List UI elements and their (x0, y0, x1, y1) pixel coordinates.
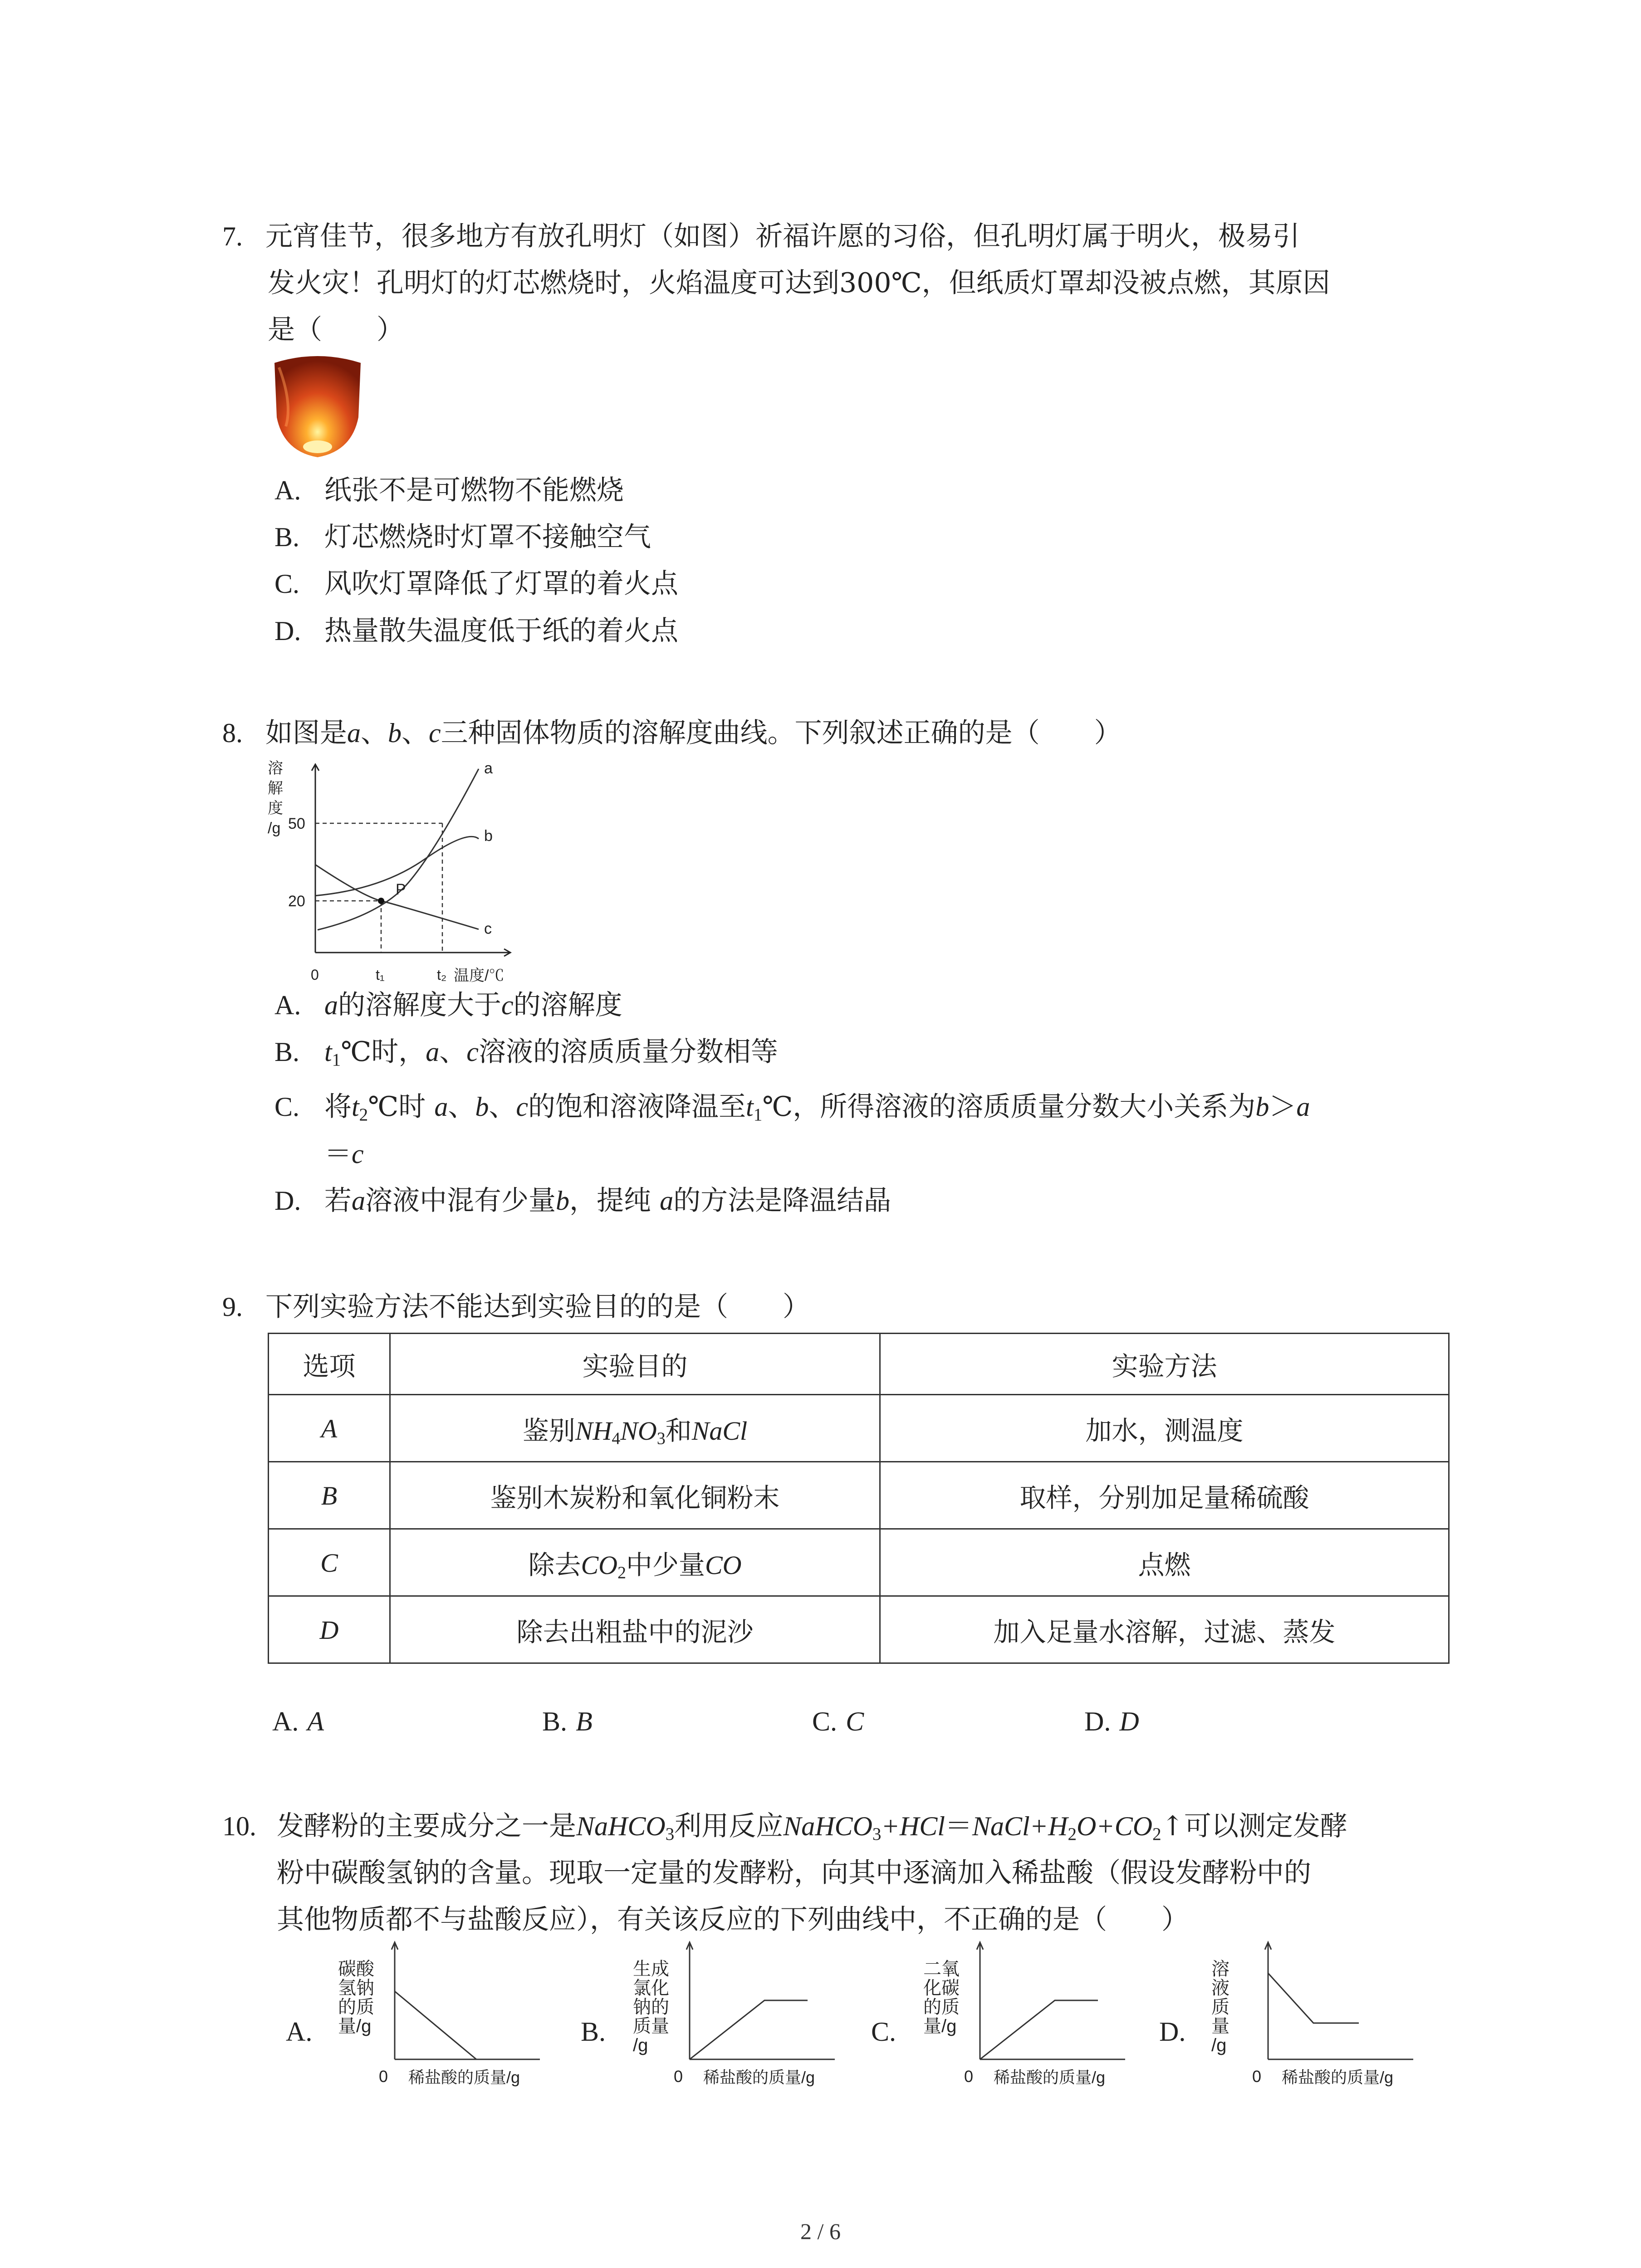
q10-graph-ylabel: 溶 液 质 量 /g (1211, 1959, 1230, 2055)
question-7 (222, 213, 1447, 354)
q7-stem-1: 元宵佳节，很多地方有放孔明灯（如图）祈福许愿的习俗，但孔明灯属于明火，极易引 (265, 220, 1300, 252)
chart-ylabel-char: 度 (268, 800, 283, 817)
x-tick-label: t₁ (376, 967, 385, 983)
table-row (269, 1462, 1449, 1529)
q7-option-b[interactable]: B. 灯芯燃烧时灯罩不接触空气 (274, 521, 651, 553)
table-cell-option: B (269, 1462, 390, 1529)
q7-option-d[interactable]: D. 热量散失温度低于纸的着火点 (274, 615, 678, 647)
q10-graph-ylabel: 碳酸 氢钠 的质 量/g (338, 1959, 374, 2036)
q7-line3: 是（ ） (268, 314, 404, 346)
option-label: C. (274, 1092, 300, 1122)
x-axis-label: 稀盐酸的质量/g (703, 2068, 815, 2087)
point-p (378, 898, 384, 904)
q9-answer-a[interactable]: A. A (272, 1706, 324, 1736)
table-row (269, 1529, 1449, 1596)
origin-label: 0 (379, 2067, 388, 2086)
q8-option-a[interactable] (222, 982, 1447, 1029)
q9-stem: 9. 下列实验方法不能达到实验目的的是（ ） (222, 1284, 1447, 1330)
option-label: B. (274, 1037, 300, 1067)
q7-number: 7. (222, 221, 243, 251)
option-label: D. (274, 1185, 301, 1216)
q7-option-a[interactable]: A. 纸张不是可燃物不能燃烧 (274, 474, 624, 506)
q8-option-c-continued (222, 1131, 1447, 1178)
q8-option-d[interactable] (222, 1178, 1447, 1224)
q10-graph-label[interactable]: D. (1159, 2017, 1186, 2047)
q10-graph-b (671, 1937, 853, 2087)
x-axis-label: 稀盐酸的质量/g (994, 2068, 1106, 2087)
x-axis-label: 稀盐酸的质量/g (1282, 2068, 1394, 2087)
q9-answer-b[interactable]: B. B (542, 1706, 593, 1736)
chart-ylabel-char: 溶 (268, 760, 283, 777)
q10-line1: 10. 发酵粉的主要成分之一是NaHCO$_3$利用反应$NaHCO_3+HCl=NaCl+H_2O+CO_2↑$可以测定发酵 (222, 1803, 1447, 1850)
table-cell-method: 加入足量水溶解，过滤、蒸发 (880, 1596, 1449, 1663)
option-label: A. (274, 990, 301, 1020)
y-tick-label: 50 (288, 815, 305, 832)
chart-ylabel-char: 解 (268, 780, 283, 797)
question-8 (222, 710, 1447, 757)
option-text: a的溶解度大于c的溶解度 (324, 989, 622, 1021)
origin-label: 0 (311, 967, 319, 983)
y-tick-label: 20 (288, 893, 305, 910)
q8-options (222, 982, 1447, 1224)
q10-graph-ylabel: 二氧 化碳 的质 量/g (923, 1959, 960, 2036)
table-header-option: 选项 (269, 1334, 390, 1395)
x-tick-label: t₂ (437, 967, 447, 983)
q10-graph-label[interactable]: C. (871, 2017, 896, 2047)
experiment-table (268, 1333, 1450, 1664)
table-row (269, 1395, 1449, 1462)
table-header-purpose: 实验目的 (390, 1334, 880, 1395)
curve-label-b: b (484, 827, 493, 845)
table-cell-purpose: 鉴别木炭粉和氧化铜粉末 (390, 1462, 880, 1529)
q10-graph-c (962, 1937, 1143, 2087)
point-p-label: P (396, 881, 406, 898)
table-cell-option: A (269, 1395, 390, 1462)
q7-line2: 发火灾！孔明灯的灯芯燃烧时，火焰温度可达到300℃，但纸质灯罩却没被点燃，其原因 (268, 267, 1330, 299)
option-text: $t_1℃$时，a、c溶液的溶质质量分数相等 (324, 1036, 778, 1070)
table-cell-method: 点燃 (880, 1529, 1449, 1596)
q10-number: 10. (222, 1811, 256, 1841)
q10-graph-d (1250, 1937, 1431, 2087)
q9-answer-d[interactable]: D. D (1084, 1706, 1139, 1736)
x-axis-label: 稀盐酸的质量/g (408, 2068, 520, 2087)
table-cell-option: D (269, 1596, 390, 1663)
curve-label-c: c (484, 920, 492, 938)
q8-option-b[interactable] (222, 1029, 1447, 1075)
origin-label: 0 (1252, 2067, 1262, 2086)
origin-label: 0 (674, 2067, 683, 2086)
table-cell-method: 取样，分别加足量稀硫酸 (880, 1462, 1449, 1529)
table-header-method: 实验方法 (880, 1334, 1449, 1395)
q7-option-c[interactable]: C. 风吹灯罩降低了灯罩的着火点 (274, 568, 678, 600)
table-row (269, 1596, 1449, 1663)
q9-number: 9. (222, 1292, 243, 1322)
q8-option-c[interactable] (222, 1084, 1447, 1130)
table-cell-option: C (269, 1529, 390, 1596)
x-axis-label: 温度/℃ (454, 967, 505, 984)
question-10 (222, 1803, 1447, 1944)
chart-ylabel-char: /g (268, 820, 281, 837)
q7-options (222, 467, 1447, 655)
q10-line3: 其他物质都不与盐酸反应），有关该反应的下列曲线中，不正确的是（ ） (277, 1904, 1189, 1936)
solubility-chart (265, 755, 519, 984)
option-text: 若a溶液中混有少量b，提纯 a的方法是降温结晶 (324, 1184, 892, 1217)
origin-label: 0 (964, 2067, 974, 2086)
table-cell-purpose: 鉴别$NH_4NO_3$和NaCl (390, 1395, 880, 1462)
q10-graph-label[interactable]: B. (581, 2017, 606, 2047)
question-9 (222, 1284, 1447, 1330)
q7-line1 (222, 213, 1447, 260)
q10-graph-a (377, 1937, 558, 2087)
curve (1268, 1973, 1359, 2023)
option-text: ＝c (324, 1138, 364, 1170)
curve (395, 1991, 476, 2059)
q10-graph-ylabel: 生成 氯化 钠的 质量 /g (633, 1959, 669, 2055)
q8-number: 8. (222, 718, 243, 748)
curve (980, 2000, 1098, 2059)
curve (690, 2000, 808, 2059)
table-header-row (269, 1334, 1449, 1395)
q9-answer-c[interactable]: C. C (812, 1706, 864, 1736)
curve-label-a: a (484, 760, 493, 777)
q8-stem: 8. 如图是a、b、c三种固体物质的溶解度曲线。下列叙述正确的是（ ） (222, 710, 1447, 757)
table-cell-purpose: 除去出粗盐中的泥沙 (390, 1596, 880, 1663)
table-cell-purpose: 除去$CO_2$中少量CO (390, 1529, 880, 1596)
page-number: 2 / 6 (800, 2219, 841, 2244)
option-text: 将$t_2℃$时 a、b、c的饱和溶液降温至$t_1℃$，所得溶液的溶质质量分数大小关系为b＞a (324, 1091, 1310, 1125)
table-cell-method: 加水，测温度 (880, 1395, 1449, 1462)
q10-graph-label[interactable]: A. (286, 2017, 313, 2047)
q10-line2: 粉中碳酸氢钠的含量。现取一定量的发酵粉，向其中逐滴加入稀盐酸（假设发酵粉中的 (277, 1857, 1311, 1889)
sky-lantern-image (265, 349, 370, 463)
